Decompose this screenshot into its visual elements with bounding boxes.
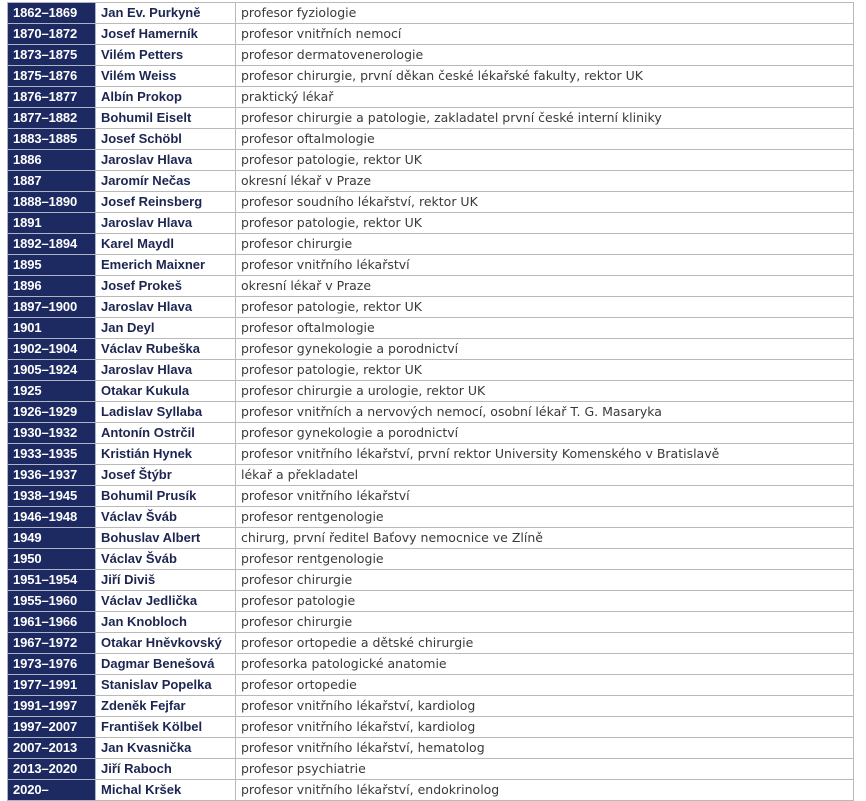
table-row [8, 444, 854, 465]
years-cell: 1892–1894 [8, 234, 96, 255]
role-cell: chirurg, první ředitel Baťovy nemocnice ve Zlíně [236, 528, 854, 549]
name-cell: Otakar Hněvkovský [96, 633, 236, 654]
role-cell: profesor vnitřních nemocí [236, 24, 854, 45]
years-cell: 1949 [8, 528, 96, 549]
years-cell: 1891 [8, 213, 96, 234]
name-cell: Emerich Maixner [96, 255, 236, 276]
table-row [8, 45, 854, 66]
years-cell: 1876–1877 [8, 87, 96, 108]
years-cell: 1955–1960 [8, 591, 96, 612]
name-cell: Jaroslav Hlava [96, 297, 236, 318]
years-cell: 1896 [8, 276, 96, 297]
table-row [8, 276, 854, 297]
years-cell: 1930–1932 [8, 423, 96, 444]
table-row [8, 570, 854, 591]
table-row [8, 339, 854, 360]
years-cell: 1905–1924 [8, 360, 96, 381]
table-row [8, 150, 854, 171]
role-cell: profesor ortopedie [236, 675, 854, 696]
name-cell: Vilém Petters [96, 45, 236, 66]
name-cell: Josef Prokeš [96, 276, 236, 297]
table-row [8, 3, 854, 24]
role-cell: profesor oftalmologie [236, 129, 854, 150]
table-row [8, 507, 854, 528]
years-cell: 1877–1882 [8, 108, 96, 129]
name-cell: Bohumil Eiselt [96, 108, 236, 129]
name-cell: Jaromír Nečas [96, 171, 236, 192]
years-cell: 1895 [8, 255, 96, 276]
table-row [8, 780, 854, 801]
role-cell: profesor patologie, rektor UK [236, 213, 854, 234]
role-cell: profesor chirurgie a urologie, rektor UK [236, 381, 854, 402]
name-cell: Jan Kvasnička [96, 738, 236, 759]
role-cell: profesor vnitřního lékařství, kardiolog [236, 696, 854, 717]
years-cell: 1888–1890 [8, 192, 96, 213]
name-cell: Bohumil Prusík [96, 486, 236, 507]
table-row [8, 612, 854, 633]
years-cell: 1991–1997 [8, 696, 96, 717]
table-row [8, 528, 854, 549]
name-cell: Karel Maydl [96, 234, 236, 255]
name-cell: Josef Štýbr [96, 465, 236, 486]
years-cell: 1925 [8, 381, 96, 402]
table-row [8, 360, 854, 381]
name-cell: Václav Šváb [96, 507, 236, 528]
table-row [8, 591, 854, 612]
table-row [8, 465, 854, 486]
role-cell: profesor chirurgie, první děkan české lékařské fakulty, rektor UK [236, 66, 854, 87]
years-cell: 1946–1948 [8, 507, 96, 528]
table-row [8, 234, 854, 255]
table-row [8, 192, 854, 213]
years-cell: 1873–1875 [8, 45, 96, 66]
years-cell: 1933–1935 [8, 444, 96, 465]
years-cell: 1936–1937 [8, 465, 96, 486]
name-cell: Jaroslav Hlava [96, 213, 236, 234]
table-row [8, 423, 854, 444]
table-row [8, 717, 854, 738]
years-cell: 1875–1876 [8, 66, 96, 87]
table-row [8, 255, 854, 276]
table-row [8, 213, 854, 234]
table-row [8, 696, 854, 717]
name-cell: Bohuslav Albert [96, 528, 236, 549]
role-cell: profesorka patologické anatomie [236, 654, 854, 675]
years-cell: 1883–1885 [8, 129, 96, 150]
name-cell: Zdeněk Fejfar [96, 696, 236, 717]
years-cell: 1870–1872 [8, 24, 96, 45]
presidents-table [7, 2, 854, 801]
name-cell: Jan Deyl [96, 318, 236, 339]
role-cell: profesor vnitřního lékařství [236, 486, 854, 507]
role-cell: profesor vnitřního lékařství, kardiolog [236, 717, 854, 738]
name-cell: Otakar Kukula [96, 381, 236, 402]
table-row [8, 759, 854, 780]
role-cell: profesor psychiatrie [236, 759, 854, 780]
years-cell: 1901 [8, 318, 96, 339]
years-cell: 1897–1900 [8, 297, 96, 318]
years-cell: 2007–2013 [8, 738, 96, 759]
role-cell: profesor chirurgie [236, 570, 854, 591]
table-row [8, 549, 854, 570]
table-row [8, 318, 854, 339]
years-cell: 1973–1976 [8, 654, 96, 675]
role-cell: profesor gynekologie a porodnictví [236, 423, 854, 444]
years-cell: 2020– [8, 780, 96, 801]
table-row [8, 633, 854, 654]
role-cell: profesor vnitřního lékařství, hematolog [236, 738, 854, 759]
name-cell: Antonín Ostrčil [96, 423, 236, 444]
role-cell: profesor fyziologie [236, 3, 854, 24]
role-cell: profesor rentgenologie [236, 507, 854, 528]
table-row [8, 129, 854, 150]
table-row [8, 24, 854, 45]
role-cell: profesor vnitřních a nervových nemocí, osobní lékař T. G. Masaryka [236, 402, 854, 423]
name-cell: Ladislav Syllaba [96, 402, 236, 423]
years-cell: 1951–1954 [8, 570, 96, 591]
role-cell: profesor vnitřního lékařství, endokrinolog [236, 780, 854, 801]
role-cell: profesor patologie, rektor UK [236, 360, 854, 381]
role-cell: profesor chirurgie [236, 612, 854, 633]
name-cell: Václav Rubeška [96, 339, 236, 360]
years-cell: 1938–1945 [8, 486, 96, 507]
role-cell: profesor vnitřního lékařství [236, 255, 854, 276]
years-cell: 1862–1869 [8, 3, 96, 24]
name-cell: Dagmar Benešová [96, 654, 236, 675]
table-row [8, 675, 854, 696]
role-cell: profesor vnitřního lékařství, první rektor University Komenského v Bratislavě [236, 444, 854, 465]
role-cell: profesor patologie [236, 591, 854, 612]
role-cell: profesor ortopedie a dětské chirurgie [236, 633, 854, 654]
role-cell: profesor chirurgie [236, 234, 854, 255]
role-cell: profesor patologie, rektor UK [236, 150, 854, 171]
table-body [8, 3, 854, 801]
table-row [8, 402, 854, 423]
name-cell: Stanislav Popelka [96, 675, 236, 696]
table-row [8, 486, 854, 507]
name-cell: Vilém Weiss [96, 66, 236, 87]
name-cell: František Kölbel [96, 717, 236, 738]
name-cell: Jiří Raboch [96, 759, 236, 780]
role-cell: profesor oftalmologie [236, 318, 854, 339]
years-cell: 1926–1929 [8, 402, 96, 423]
years-cell: 1902–1904 [8, 339, 96, 360]
years-cell: 1887 [8, 171, 96, 192]
years-cell: 1967–1972 [8, 633, 96, 654]
presidents-table-container [7, 2, 854, 801]
role-cell: profesor patologie, rektor UK [236, 297, 854, 318]
name-cell: Jan Knobloch [96, 612, 236, 633]
role-cell: okresní lékař v Praze [236, 171, 854, 192]
role-cell: profesor soudního lékařství, rektor UK [236, 192, 854, 213]
name-cell: Michal Kršek [96, 780, 236, 801]
years-cell: 1977–1991 [8, 675, 96, 696]
role-cell: praktický lékař [236, 87, 854, 108]
table-row [8, 87, 854, 108]
role-cell: lékař a překladatel [236, 465, 854, 486]
table-row [8, 171, 854, 192]
name-cell: Josef Reinsberg [96, 192, 236, 213]
name-cell: Albín Prokop [96, 87, 236, 108]
role-cell: profesor rentgenologie [236, 549, 854, 570]
role-cell: profesor gynekologie a porodnictví [236, 339, 854, 360]
name-cell: Jaroslav Hlava [96, 150, 236, 171]
name-cell: Josef Schöbl [96, 129, 236, 150]
name-cell: Jan Ev. Purkyně [96, 3, 236, 24]
name-cell: Jiří Diviš [96, 570, 236, 591]
table-row [8, 297, 854, 318]
table-row [8, 381, 854, 402]
years-cell: 1997–2007 [8, 717, 96, 738]
name-cell: Kristián Hynek [96, 444, 236, 465]
role-cell: profesor chirurgie a patologie, zakladatel první české interní kliniky [236, 108, 854, 129]
name-cell: Josef Hamerník [96, 24, 236, 45]
name-cell: Václav Jedlička [96, 591, 236, 612]
role-cell: profesor dermatovenerologie [236, 45, 854, 66]
name-cell: Václav Šváb [96, 549, 236, 570]
years-cell: 1886 [8, 150, 96, 171]
years-cell: 1961–1966 [8, 612, 96, 633]
table-row [8, 66, 854, 87]
role-cell: okresní lékař v Praze [236, 276, 854, 297]
name-cell: Jaroslav Hlava [96, 360, 236, 381]
table-row [8, 108, 854, 129]
table-row [8, 738, 854, 759]
table-row [8, 654, 854, 675]
years-cell: 1950 [8, 549, 96, 570]
years-cell: 2013–2020 [8, 759, 96, 780]
